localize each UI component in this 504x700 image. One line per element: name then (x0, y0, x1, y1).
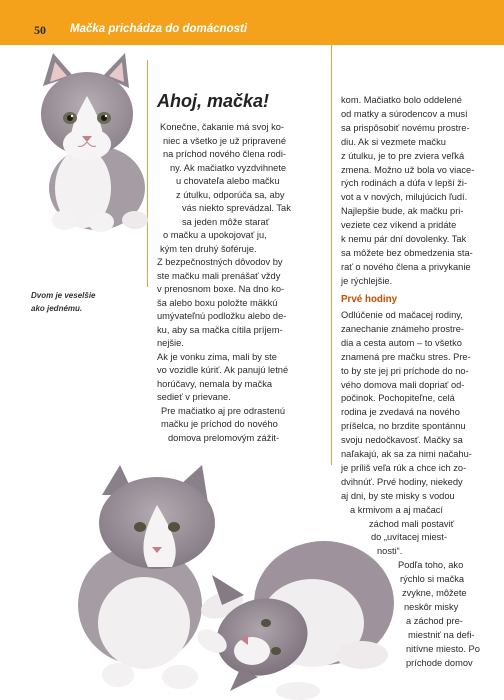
text-line: diu. Ak si vezmete mačku (341, 136, 446, 147)
text-line: zmena. Možno už bola vo viace- (341, 164, 475, 175)
text-line: je príliš veľa rúk a chce ich zo- (341, 462, 467, 473)
column-rule-right (331, 45, 332, 465)
text-line: z útulku, odporúča sa, aby (176, 189, 285, 200)
text-line: nejšie. (157, 338, 184, 348)
text-line: Podľa toho, ako (398, 560, 464, 571)
text-line: počinok. Pochopiteľne, celá (341, 393, 455, 404)
text-line: kým ten druhý šoféruje. (160, 243, 257, 254)
kittens-playing-photo (62, 455, 397, 700)
text-line: a krmivom a aj mačací (350, 504, 443, 515)
text-line: ku, aby sa mačka cítila príjem- (157, 324, 283, 335)
text-line: do „uvítacej miest- (371, 532, 447, 543)
text-line: príšelca, no brzdite spontánnu (341, 421, 466, 432)
text-line: svoju nedočkavosť. Mačky sa (341, 435, 463, 446)
text-line: znamená pre mačku stres. Pre- (341, 351, 471, 362)
text-line: Z bezpečnostných dôvodov by (157, 257, 283, 267)
running-title: Mačka prichádza do domácnosti (70, 23, 248, 35)
text-line: vého domova mali dopriať od- (341, 379, 465, 390)
text-line: je rýchlejšie. (341, 275, 393, 286)
text-line: rýchlo si mačka (400, 574, 465, 585)
text-line: zvykne, môžete (402, 588, 467, 598)
text-line: ša alebo boxu položte mäkkú (157, 297, 278, 308)
text-line: vás niekto sprevádzal. Tak (182, 203, 291, 213)
text-line: rať o nového člena a privykanie (341, 261, 471, 272)
text-line: u chovateľa alebo mačku (176, 176, 280, 186)
text-line: miestniť na defi- (408, 629, 475, 640)
text-line: Pre mačiatko aj pre odrastenú (161, 405, 286, 416)
text-line: príchode domov (406, 657, 473, 668)
text-line: záchod mali postaviť (369, 518, 455, 529)
text-line: vot a v nových, milujúcich ľudí. (341, 192, 468, 203)
caption-line-2: ako jednému. (31, 304, 83, 313)
text-line: aj dni, by ste misky s vodou (341, 490, 455, 501)
text-line: sa prispôsobiť novému prostre- (341, 122, 470, 133)
text-line: niec a všetko je už pripravené (163, 135, 286, 146)
text-line: kom. Mačiatko bolo oddelené (341, 95, 462, 105)
text-line: sedieť v prievane. (157, 392, 231, 402)
text-line: horúčavy, nemala by mačka (157, 378, 273, 389)
photo-caption (31, 289, 127, 315)
text-line: to by ste jej pri príchode do no- (341, 365, 469, 376)
kitten-photo-top (25, 48, 150, 238)
text-line: mačku je príchod do nového (161, 419, 278, 429)
text-line: Konečne, čakanie má svoj ko- (160, 122, 285, 132)
text-line: rých rodinách a dúfa v lepší ži- (341, 178, 468, 189)
text-line: dvihnúť. Prvé hodiny, niekedy (341, 476, 463, 487)
article-heading: Ahoj, mačka! (157, 91, 270, 111)
text-line: k nemu pár dní dovolenky. Tak (341, 234, 467, 244)
text-line: sa jeden môže starať (182, 216, 270, 227)
text-line: rodina je zvedavá na nového (341, 407, 460, 418)
text-line: vo vozidle kúriť. Ak panujú letné (157, 365, 289, 375)
text-line: naľakajú, ak sa za nimi načahu- (341, 449, 472, 459)
text-line: sa môžete bez obmedzenia sta- (341, 247, 473, 258)
section-subheading: Prvé hodiny (341, 294, 398, 305)
text-line: v prenosnom boxe. Na dno ko- (157, 284, 285, 294)
text-line: Najlepšie bude, ak mačku pri- (341, 206, 464, 217)
text-line: ny. Ak mačiatko vyzdvihnete (170, 162, 287, 173)
text-line: od matky a súrodencov a musí (341, 108, 468, 119)
text-line: zanechanie známeho prostre- (341, 323, 464, 334)
text-line: na príchod nového člena rodi- (163, 149, 287, 159)
text-line: neskôr misky (404, 601, 459, 612)
header-band (0, 0, 504, 45)
text-line: nitívne miesto. Po (406, 643, 480, 654)
text-line: ste mačku mali prenášať vždy (157, 270, 281, 281)
text-line: Ak je vonku zima, mali by ste (157, 351, 277, 362)
text-line: umývateľnú podložku alebo de- (157, 311, 287, 321)
caption-line-1: Dvom je veselšie (31, 291, 96, 300)
text-line: dia a cesta autom – to všetko (341, 337, 462, 348)
text-line: veziete cez víkend a pridáte (341, 220, 457, 231)
text-line: z útulku, je to pre zviera veľká (341, 150, 465, 161)
text-line: a záchod pre- (406, 615, 463, 626)
text-line: nosti“. (377, 546, 403, 557)
text-line: o mačku a upokojovať ju, (163, 230, 267, 240)
text-line: domova prelomovým zážit- (168, 432, 280, 443)
page-number: 50 (34, 23, 46, 37)
text-line: Odlúčenie od mačacej rodiny, (341, 310, 463, 320)
